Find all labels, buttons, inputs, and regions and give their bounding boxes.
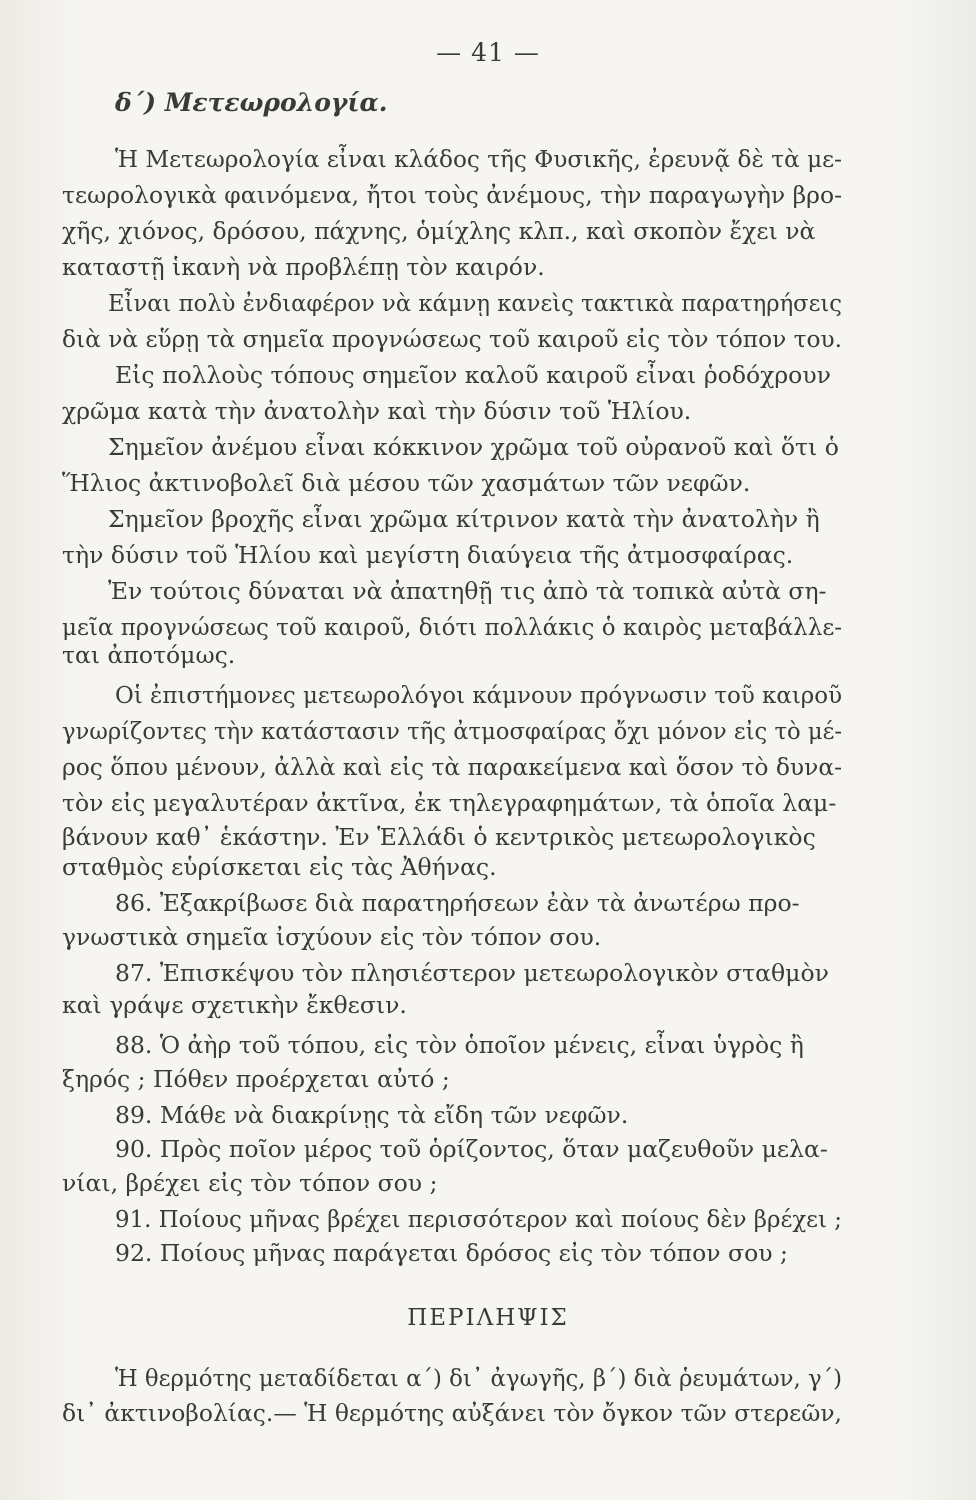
text-line: καὶ γράψε σχετικὴν ἔκθεσιν.: [62, 991, 407, 1019]
text-line: σταθμὸς εὑρίσκεται εἰς τὰς Ἀθήνας.: [62, 853, 497, 881]
text-line: χῆς, χιόνος, δρόσου, πάχνης, ὁμίχλης κλπ., καὶ σκοπὸν ἔχει νὰ: [62, 217, 816, 245]
text-line: Σημεῖον ἀνέμου εἶναι κόκκινον χρῶμα τοῦ οὐρανοῦ καὶ ὅτι ὁ: [108, 433, 839, 461]
summary-heading: ΠΕΡΙΛΗΨΙΣ: [407, 1305, 569, 1331]
text-line: 86. Ἐξακρίβωσε διὰ παρατηρήσεων ἐὰν τὰ ἀνωτέρω προ-: [115, 889, 800, 917]
text-line: Ἥλιος ἀκτινοβολεῖ διὰ μέσου τῶν χασμάτων τῶν νεφῶν.: [62, 469, 751, 497]
text-line: 90. Πρὸς ποῖον μέρος τοῦ ὁρίζοντος, ὅταν μαζευθοῦν μελα-: [115, 1135, 828, 1163]
summary-line: δι᾽ ἀκτινοβολίας.— Ἡ θερμότης αὐξάνει τὸν ὄγκον τῶν στερεῶν,: [62, 1399, 842, 1427]
text-line: γνωρίζοντες τὴν κατάστασιν τῆς ἀτμοσφαίρας ὄχι μόνον εἰς τὸ μέ-: [62, 717, 842, 745]
text-line: 92. Ποίους μῆνας παράγεται δρόσος εἰς τὸν τόπον σου ;: [115, 1239, 788, 1267]
text-line: Εἶναι πολὺ ἐνδιαφέρον νὰ κάμνῃ κανεὶς τακτικὰ παρατηρήσεις: [108, 289, 842, 317]
text-line: διὰ νὰ εὕρῃ τὰ σημεῖα προγνώσεως τοῦ καιροῦ εἰς τὸν τόπον του.: [62, 325, 842, 353]
text-line: τεωρολογικὰ φαινόμενα, ἤτοι τοὺς ἀνέμους, τὴν παραγωγὴν βρο-: [62, 181, 842, 209]
text-line: Ἡ Μετεωρολογία εἶναι κλάδος τῆς Φυσικῆς, ἐρευνᾷ δὲ τὰ με-: [115, 145, 842, 173]
text-line: 88. Ὁ ἀὴρ τοῦ τόπου, εἰς τὸν ὁποῖον μένεις, εἶναι ὑγρὸς ἢ: [115, 1031, 804, 1059]
text-line: Σημεῖον βροχῆς εἶναι χρῶμα κίτρινον κατὰ τὴν ἀνατολὴν ἢ: [108, 505, 820, 533]
text-line: καταστῇ ἱκανὴ νὰ προβλέπῃ τὸν καιρόν.: [62, 253, 545, 281]
text-line: τὸν εἰς μεγαλυτέραν ἀκτῖνα, ἐκ τηλεγραφημάτων, τὰ ὁποῖα λαμ-: [62, 789, 837, 817]
text-line: 89. Μάθε νὰ διακρίνῃς τὰ εἴδη τῶν νεφῶν.: [115, 1101, 629, 1129]
text-line: νίαι, βρέχει εἰς τὸν τόπον σου ;: [62, 1169, 438, 1197]
text-line: γνωστικὰ σημεῖα ἰσχύουν εἰς τὸν τόπον σου.: [62, 923, 602, 951]
text-line: Οἱ ἐπιστήμονες μετεωρολόγοι κάμνουν πρόγνωσιν τοῦ καιροῦ: [115, 681, 842, 709]
text-line: μεῖα προγνώσεως τοῦ καιροῦ, διότι πολλάκις ὁ καιρὸς μεταβάλλε-: [62, 613, 842, 641]
text-line: Εἰς πολλοὺς τόπους σημεῖον καλοῦ καιροῦ εἶναι ῥοδόχρουν: [115, 361, 831, 389]
text-line: χρῶμα κατὰ τὴν ἀνατολὴν καὶ τὴν δύσιν τοῦ Ἡλίου.: [62, 397, 692, 425]
text-line: 87. Ἐπισκέψου τὸν πλησιέστερον μετεωρολογικὸν σταθμὸν: [115, 959, 829, 987]
summary-line: Ἡ θερμότης μεταδίδεται α΄) δι᾽ ἀγωγῆς, β΄) διὰ ῥευμάτων, γ΄): [115, 1364, 842, 1392]
text-line: Ἐν τούτοις δύναται νὰ ἀπατηθῇ τις ἀπὸ τὰ τοπικὰ αὐτὰ ση-: [108, 577, 827, 605]
text-line: 91. Ποίους μῆνας βρέχει περισσότερον καὶ ποίους δὲν βρέχει ;: [115, 1205, 842, 1233]
page-number: — 41 —: [436, 38, 540, 67]
text-line: ξηρός ; Πόθεν προέρχεται αὐτό ;: [62, 1065, 450, 1093]
text-line: τὴν δύσιν τοῦ Ἡλίου καὶ μεγίστη διαύγεια τῆς ἀτμοσφαίρας.: [62, 541, 794, 569]
text-line: ται ἀποτόμως.: [62, 641, 236, 669]
text-line: βάνουν καθ᾽ ἑκάστην. Ἐν Ἑλλάδι ὁ κεντρικὸς μετεωρολογικὸς: [62, 823, 816, 851]
section-title: δ΄) Μετεωρολογία.: [115, 88, 388, 117]
text-line: ρος ὅπου μένουν, ἀλλὰ καὶ εἰς τὰ παρακείμενα καὶ ὅσον τὸ δυνα-: [62, 753, 842, 781]
